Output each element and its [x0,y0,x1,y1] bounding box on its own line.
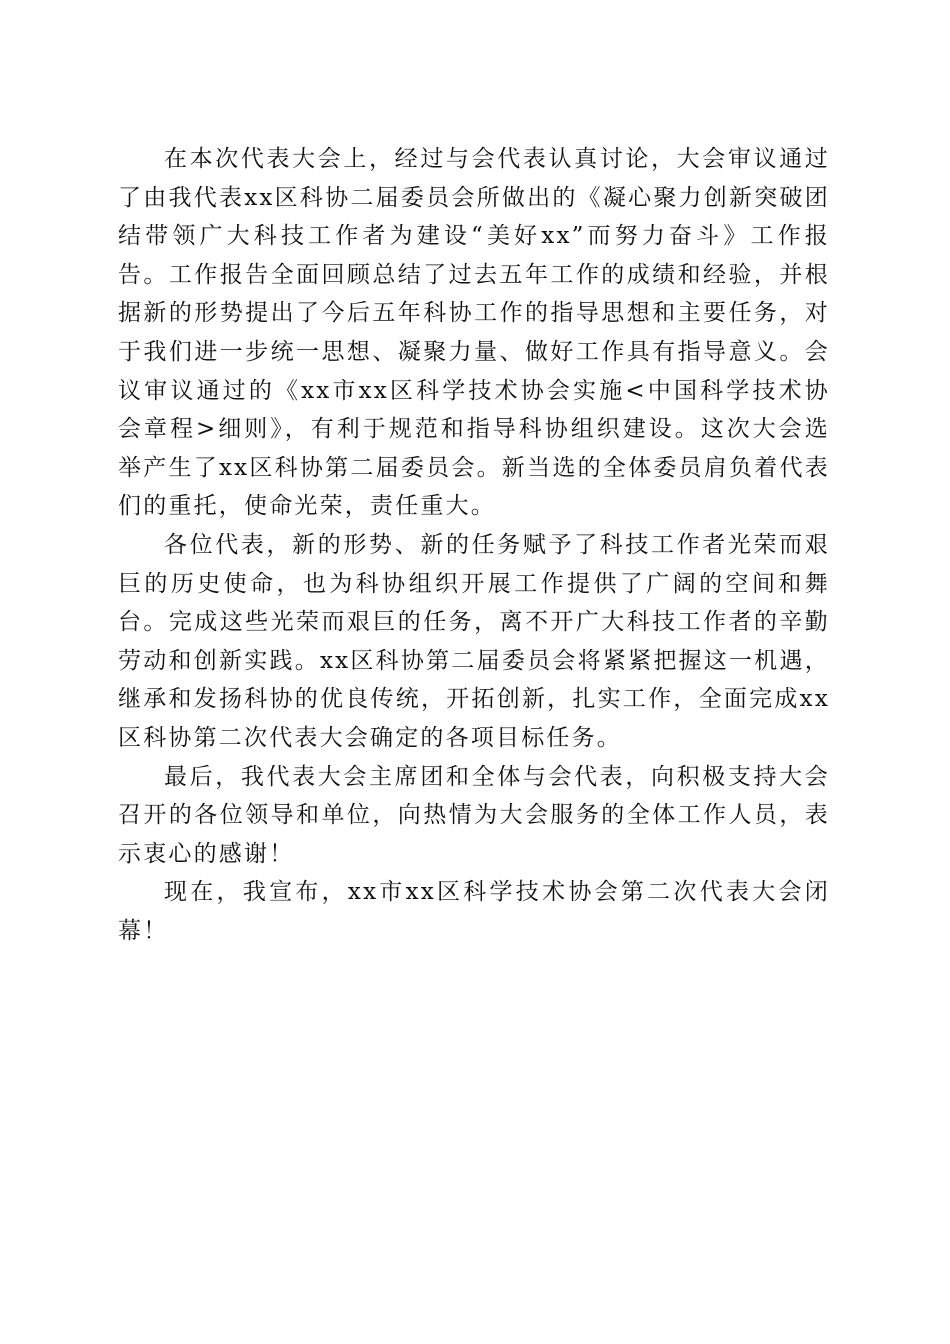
paragraph-closing-declaration: 现在，我宣布，xx市xx区科学技术协会第二次代表大会闭幕！ [118,879,830,944]
paragraph-thanks: 最后，我代表大会主席团和全体与会代表，向积极支持大会召开的各位领导和单位，向热情为大会服务的全体工作人员，表示衷心的感谢！ [118,763,830,867]
paragraph-new-mission: 各位代表，新的形势、新的任务赋予了科技工作者光荣而艰巨的历史使命，也为科协组织开展工作提供了广阔的空间和舞台。完成这些光荣而艰巨的任务，离不开广大科技工作者的辛勤劳动和创新实践。xx区科协第二届委员会将紧紧把握这一机遇，继承和发扬科协的优良传统，开拓创新，扎实工作，全面完成xx区科协第二次代表大会确定的各项目标任务。 [118,531,830,751]
document-body [118,140,830,950]
paragraph-election-summary: 在本次代表大会上，经过与会代表认真讨论，大会审议通过了由我代表xx区科协二届委员会所做出的《凝心聚力创新突破团结带领广大科技工作者为建设“美好xx”而努力奋斗》工作报告。工作报告全面回顾总结了过去五年工作的成绩和经验，并根据新的形势提出了今后五年科协工作的指导思想和主要任务，对于我们进一步统一思想、凝聚力量、做好工作具有指导意义。会议审议通过的《xx市xx区科学技术协会实施<中国科学技术协会章程>细则》，有利于规范和指导科协组织建设。这次大会选举产生了xx区科协第二届委员会。新当选的全体委员肩负着代表们的重托，使命光荣，责任重大。 [118,146,830,520]
